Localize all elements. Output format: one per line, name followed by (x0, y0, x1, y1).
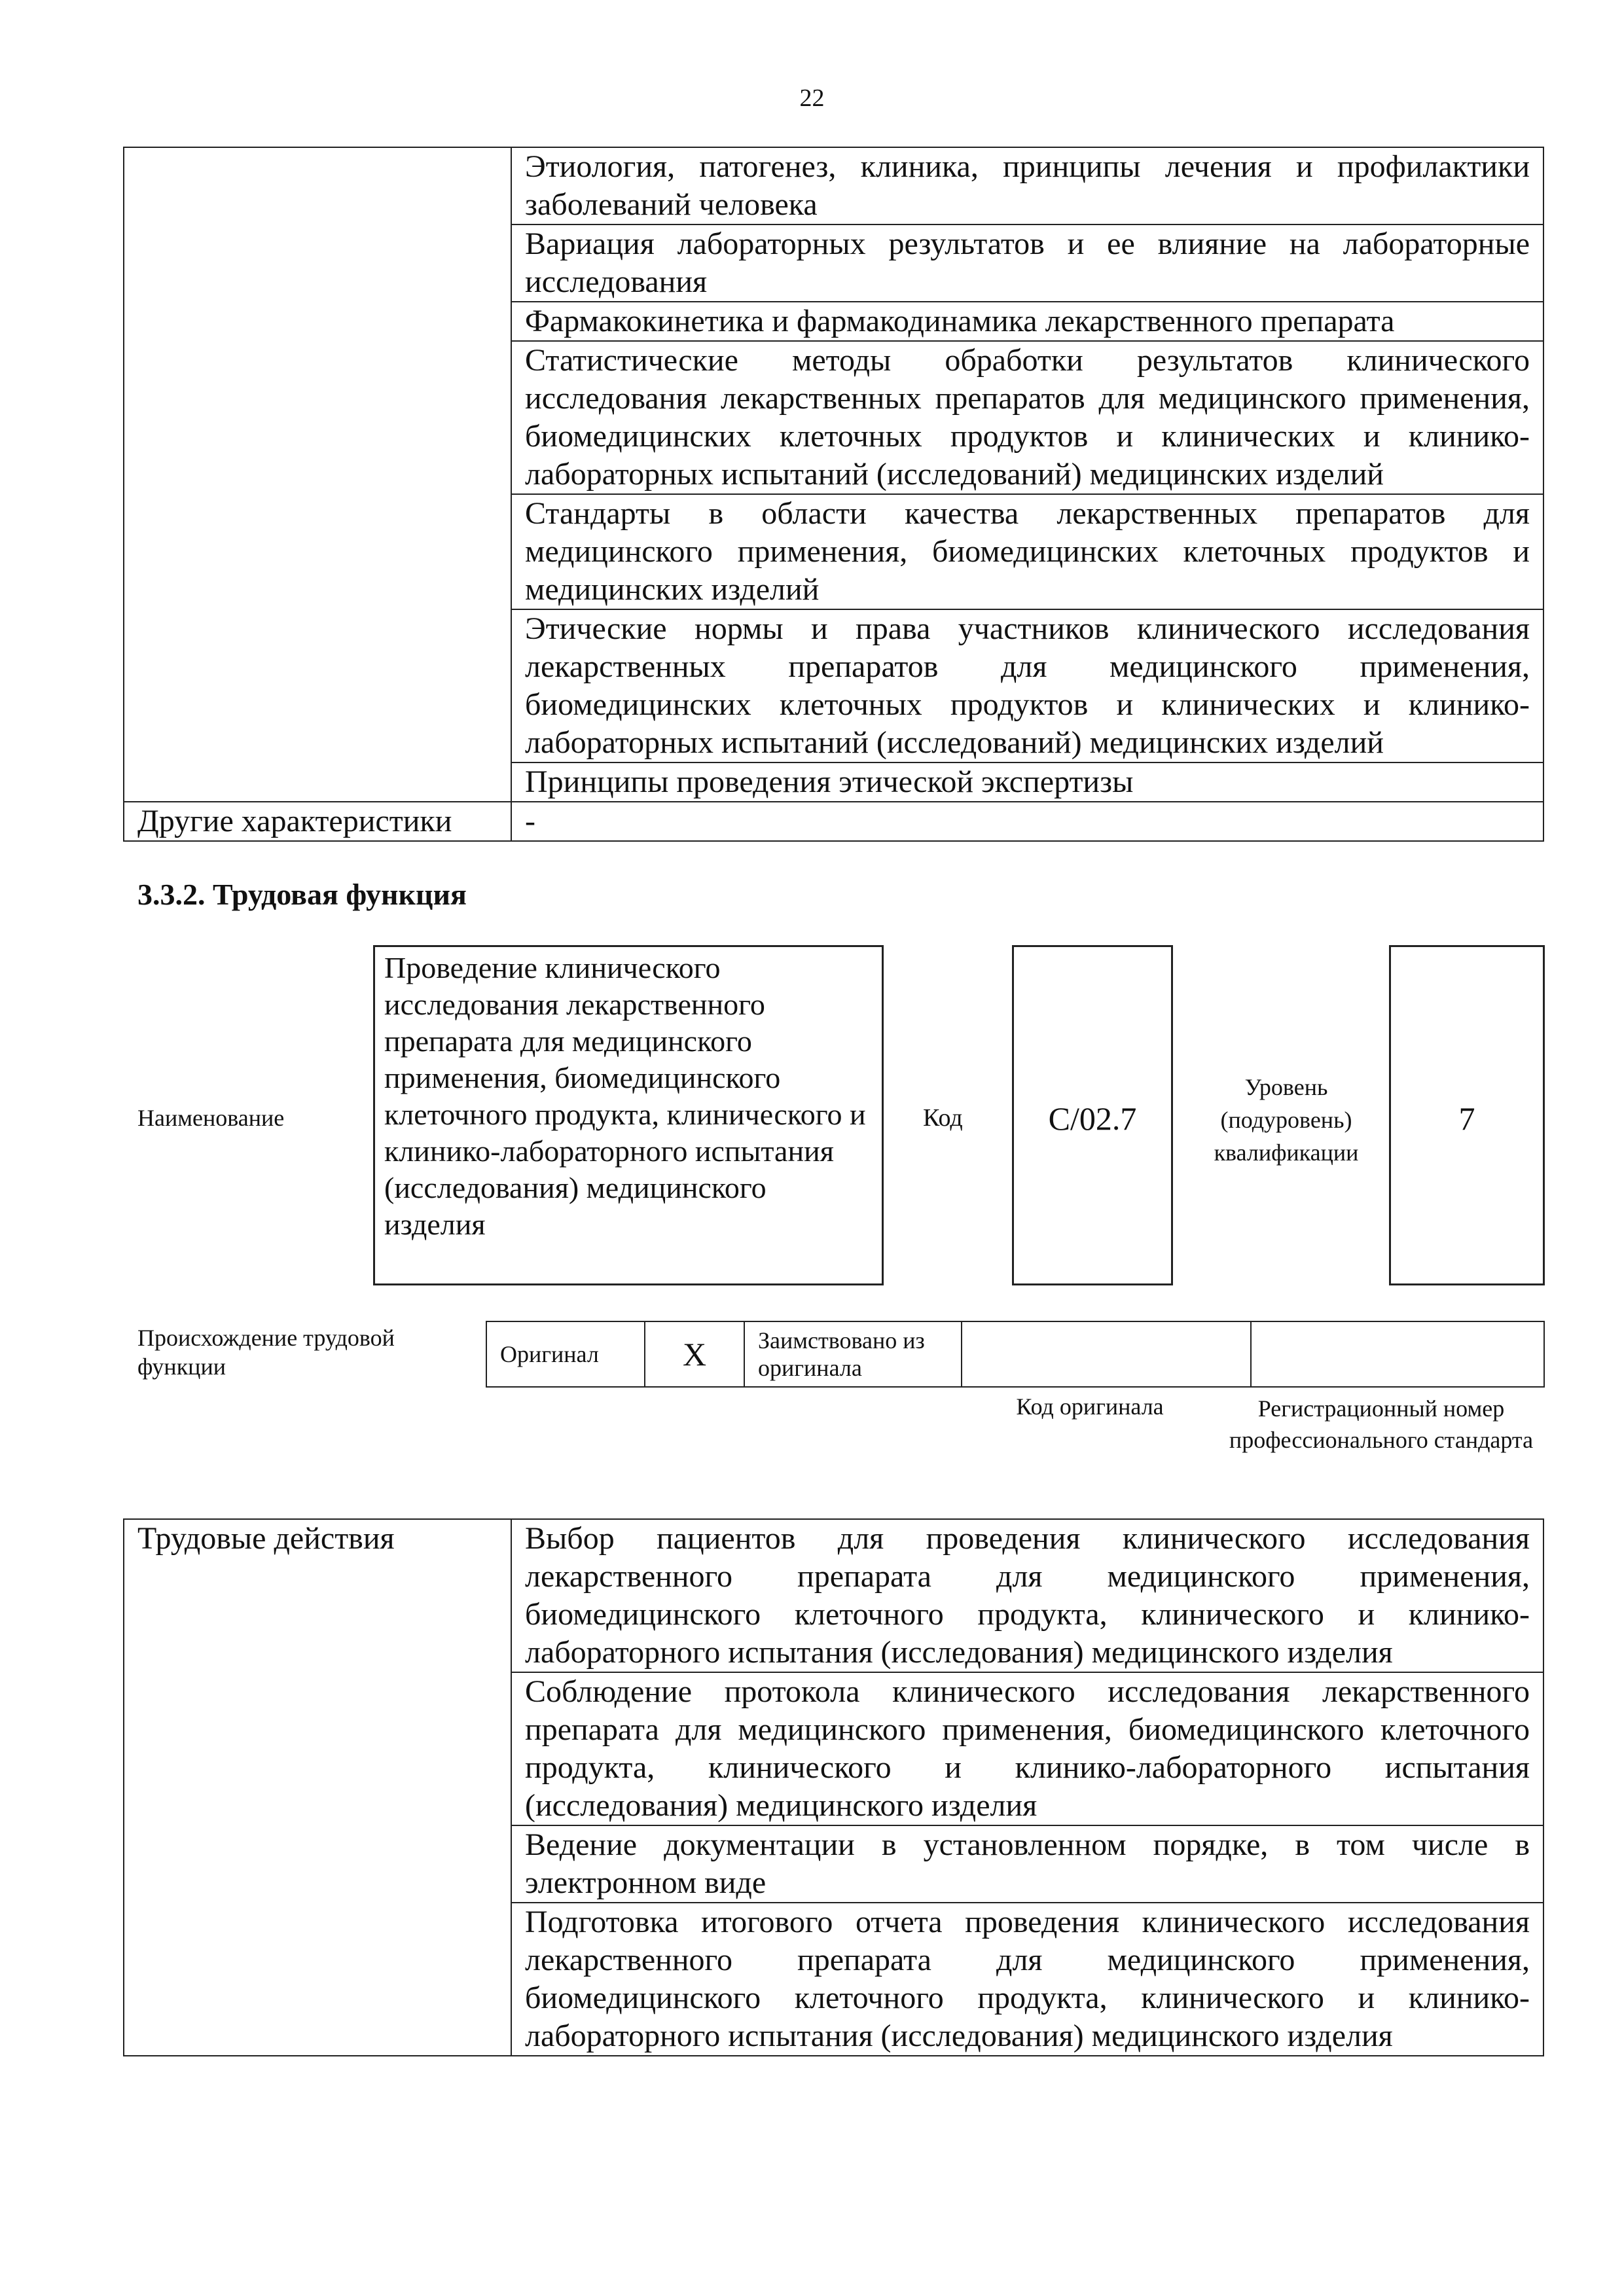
name-label: Наименование (137, 1105, 285, 1131)
action-item: Подготовка итогового отчета проведения клинического исследования лекарственного препарата для медицинского применения, биомедицинского клеточного продукта, клинического и клинико-лабораторного испытания (исследования) медицинского изделия (511, 1903, 1543, 2056)
other-characteristics-value: - (511, 802, 1543, 841)
reg-number-label: Регистрационный номер профессионального стандарта (1229, 1395, 1534, 1453)
knowledge-left-cell (124, 147, 511, 802)
table-row (486, 1321, 1544, 1387)
knowledge-item: Фармакокинетика и фармакодинамика лекарственного препарата (511, 302, 1543, 341)
function-name-box: Проведение клинического исследования лекарственного препарата для медицинского применения, биомедицинского клеточного продукта, клинического и клинико-лабораторного испытания (исследования) медицинского изделия (373, 945, 884, 1285)
other-characteristics-label: Другие характеристики (124, 802, 511, 841)
knowledge-table (123, 147, 1544, 842)
actions-table (123, 1518, 1544, 2056)
knowledge-item: Этические нормы и права участников клинического исследования лекарственных препаратов для медицинского применения, биомедицинских клеточных продуктов и клинических и клинико-лабораторных испытаний (исследований) медицинских изделий (511, 609, 1543, 762)
origin-original-mark: X (645, 1321, 744, 1387)
code-original-label: Код оригинала (1016, 1393, 1164, 1420)
knowledge-item: Вариация лабораторных результатов и ее влияние на лабораторные исследования (511, 224, 1543, 302)
qualification-level-label: Уровень (подуровень) квалификации (1214, 1074, 1359, 1166)
code-label: Код (923, 1104, 963, 1132)
origin-label: Происхождение трудовой функции (137, 1325, 395, 1380)
knowledge-item: Статистические методы обработки результатов клинического исследования лекарственных препаратов для медицинского применения, биомедицинских клеточных продуктов и клинических и клинико-лабораторных испытаний (исследований) медицинских изделий (511, 341, 1543, 494)
table-row (124, 1519, 1543, 1672)
origin-table (486, 1321, 1545, 1388)
knowledge-item: Стандарты в области качества лекарственных препаратов для медицинского применения, биомедицинских клеточных продуктов и медицинских изделий (511, 494, 1543, 609)
knowledge-item: Этиология, патогенез, клиника, принципы лечения и профилактики заболеваний человека (511, 147, 1543, 224)
action-item: Ведение документации в установленном порядке, в том числе в электронном виде (511, 1825, 1543, 1903)
origin-code-cell (962, 1321, 1251, 1387)
qualification-level-value: 7 (1458, 1100, 1475, 1137)
code-value: C/02.7 (1048, 1100, 1137, 1137)
actions-label: Трудовые действия (124, 1519, 511, 2056)
page-number: 22 (799, 84, 825, 112)
origin-reg-cell (1251, 1321, 1544, 1387)
section-title: 3.3.2. Трудовая функция (137, 878, 467, 911)
action-item: Выбор пациентов для проведения клинического исследования лекарственного препарата для медицинского применения, биомедицинского клеточного продукта, клинического и клинико-лабораторного испытания (исследования) медицинского изделия (511, 1519, 1543, 1672)
table-row (124, 147, 1543, 224)
origin-original-label: Оригинал (486, 1321, 645, 1387)
action-item: Соблюдение протокола клинического исследования лекарственного препарата для медицинского применения, биомедицинского клеточного продукта, клинического и клинико-лабораторного испытания (исследования) медицинского изделия (511, 1672, 1543, 1825)
knowledge-item: Принципы проведения этической экспертизы (511, 762, 1543, 802)
origin-borrowed-label: Заимствовано из оригинала (744, 1321, 962, 1387)
table-row (124, 802, 1543, 841)
